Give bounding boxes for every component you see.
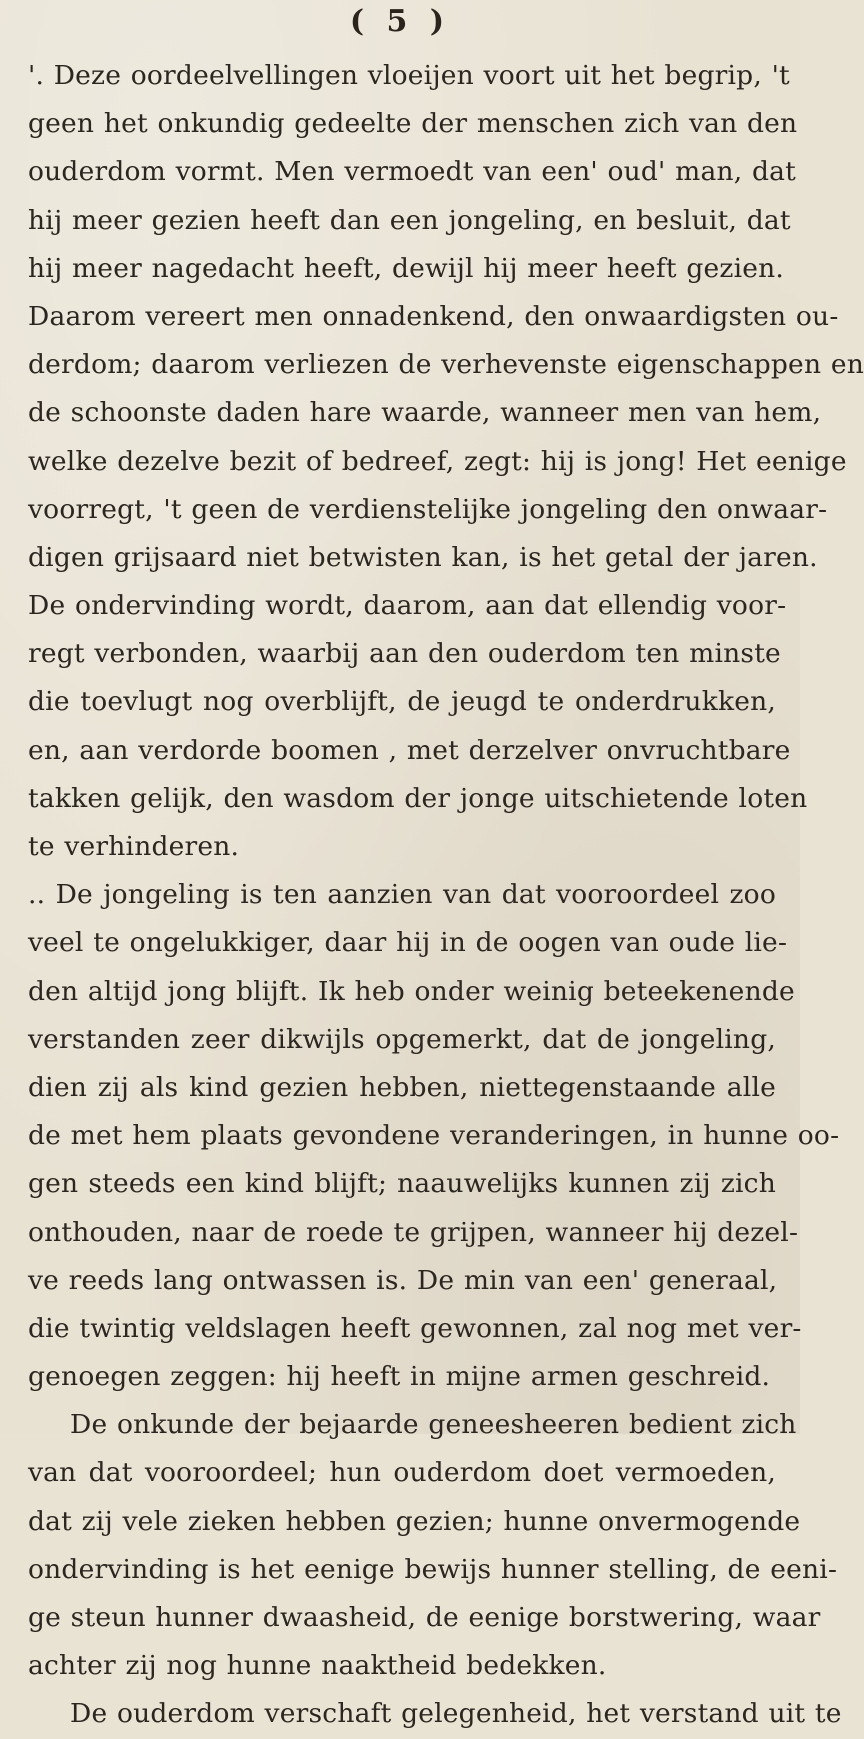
text-line: takken gelijk, den wasdom der jonge uitschietende loten bbox=[28, 782, 808, 814]
text-line: dien zij als kind gezien hebben, niettegenstaande alle bbox=[28, 1071, 776, 1103]
page-number: ( 5 ) bbox=[349, 4, 451, 39]
text-line: derdom; daarom verliezen de verhevenste eigenschappen en bbox=[28, 349, 864, 381]
text-line: regt verbonden, waarbij aan den ouderdom ten minste bbox=[28, 638, 781, 670]
paragraph-start-line: De ouderdom verschaft gelegenheid, het verstand uit te bbox=[70, 1698, 842, 1730]
text-line: verstanden zeer dikwijls opgemerkt, dat de jongeling, bbox=[28, 1023, 776, 1055]
text-line: Daarom vereert men onnadenkend, den onwaardigsten ou- bbox=[28, 300, 839, 332]
text-line: hij meer nagedacht heeft, dewijl hij meer heeft gezien. bbox=[28, 252, 785, 284]
text-line: onthouden, naar de roede te grijpen, wanneer hij dezel- bbox=[28, 1216, 799, 1248]
text-line: de met hem plaats gevondene veranderingen, in hunne oo- bbox=[28, 1120, 840, 1152]
text-line: '. Deze oordeelvellingen vloeijen voort uit het begrip, 't bbox=[28, 60, 790, 91]
text-line: geen het onkundig gedeelte der menschen zich van den bbox=[28, 108, 798, 140]
text-line: den altijd jong blijft. Ik heb onder weinig beteekenende bbox=[28, 975, 795, 1007]
text-line: ge steun hunner dwaasheid, de eenige borstwering, waar bbox=[28, 1602, 821, 1633]
text-line: ondervinding is het eenige bewijs hunner stelling, de eeni- bbox=[28, 1553, 838, 1585]
text-line: gen steeds een kind blijft; naauwelijks kunnen zij zich bbox=[28, 1168, 776, 1200]
text-line: .. De jongeling is ten aanzien van dat vooroordeel zoo bbox=[28, 879, 776, 911]
text-line: van dat vooroordeel; hun ouderdom doet vermoeden, bbox=[28, 1457, 776, 1489]
paragraph-end-line: genoegen zeggen: hij heeft in mijne armen geschreid. bbox=[28, 1361, 771, 1393]
text-line: die twintig veldslagen heeft gewonnen, zal nog met ver- bbox=[28, 1312, 802, 1344]
paragraph-end-line: achter zij nog hunne naaktheid bedekken. bbox=[28, 1650, 607, 1682]
paragraph-start-line: De onkunde der bejaarde geneesheeren bedient zich bbox=[70, 1409, 797, 1441]
text-line: voorregt, 't geen de verdienstelijke jongeling den onwaar- bbox=[28, 493, 828, 525]
text-line: ouderdom vormt. Men vermoedt van een' oud' man, dat bbox=[28, 156, 797, 188]
text-line: en, aan verdorde boomen , met derzelver onvruchtbare bbox=[28, 734, 791, 766]
body-text bbox=[28, 52, 864, 1739]
text-line: de schoonste daden hare waarde, wanneer men van hem, bbox=[28, 397, 822, 429]
text-line: welke dezelve bezit of bedreef, zegt: hij is jong! Het eenige bbox=[28, 445, 847, 477]
text-line: dat zij vele zieken hebben gezien; hunne onvermogende bbox=[28, 1505, 801, 1537]
text-line: De ondervinding wordt, daarom, aan dat ellendig voor- bbox=[28, 590, 787, 622]
text-line: die toevlugt nog overblijft, de jeugd te onderdrukken, bbox=[28, 686, 776, 718]
text-line: hij meer gezien heeft dan een jongeling, en besluit, dat bbox=[28, 204, 791, 236]
text-line: ve reeds lang ontwassen is. De min van een' generaal, bbox=[28, 1264, 778, 1296]
text-line: veel te ongelukkiger, daar hij in de oogen van oude lie- bbox=[28, 927, 788, 959]
text-line: digen grijsaard niet betwisten kan, is het getal der jaren. bbox=[28, 541, 818, 573]
paragraph-end-line: te verhinderen. bbox=[28, 831, 240, 862]
